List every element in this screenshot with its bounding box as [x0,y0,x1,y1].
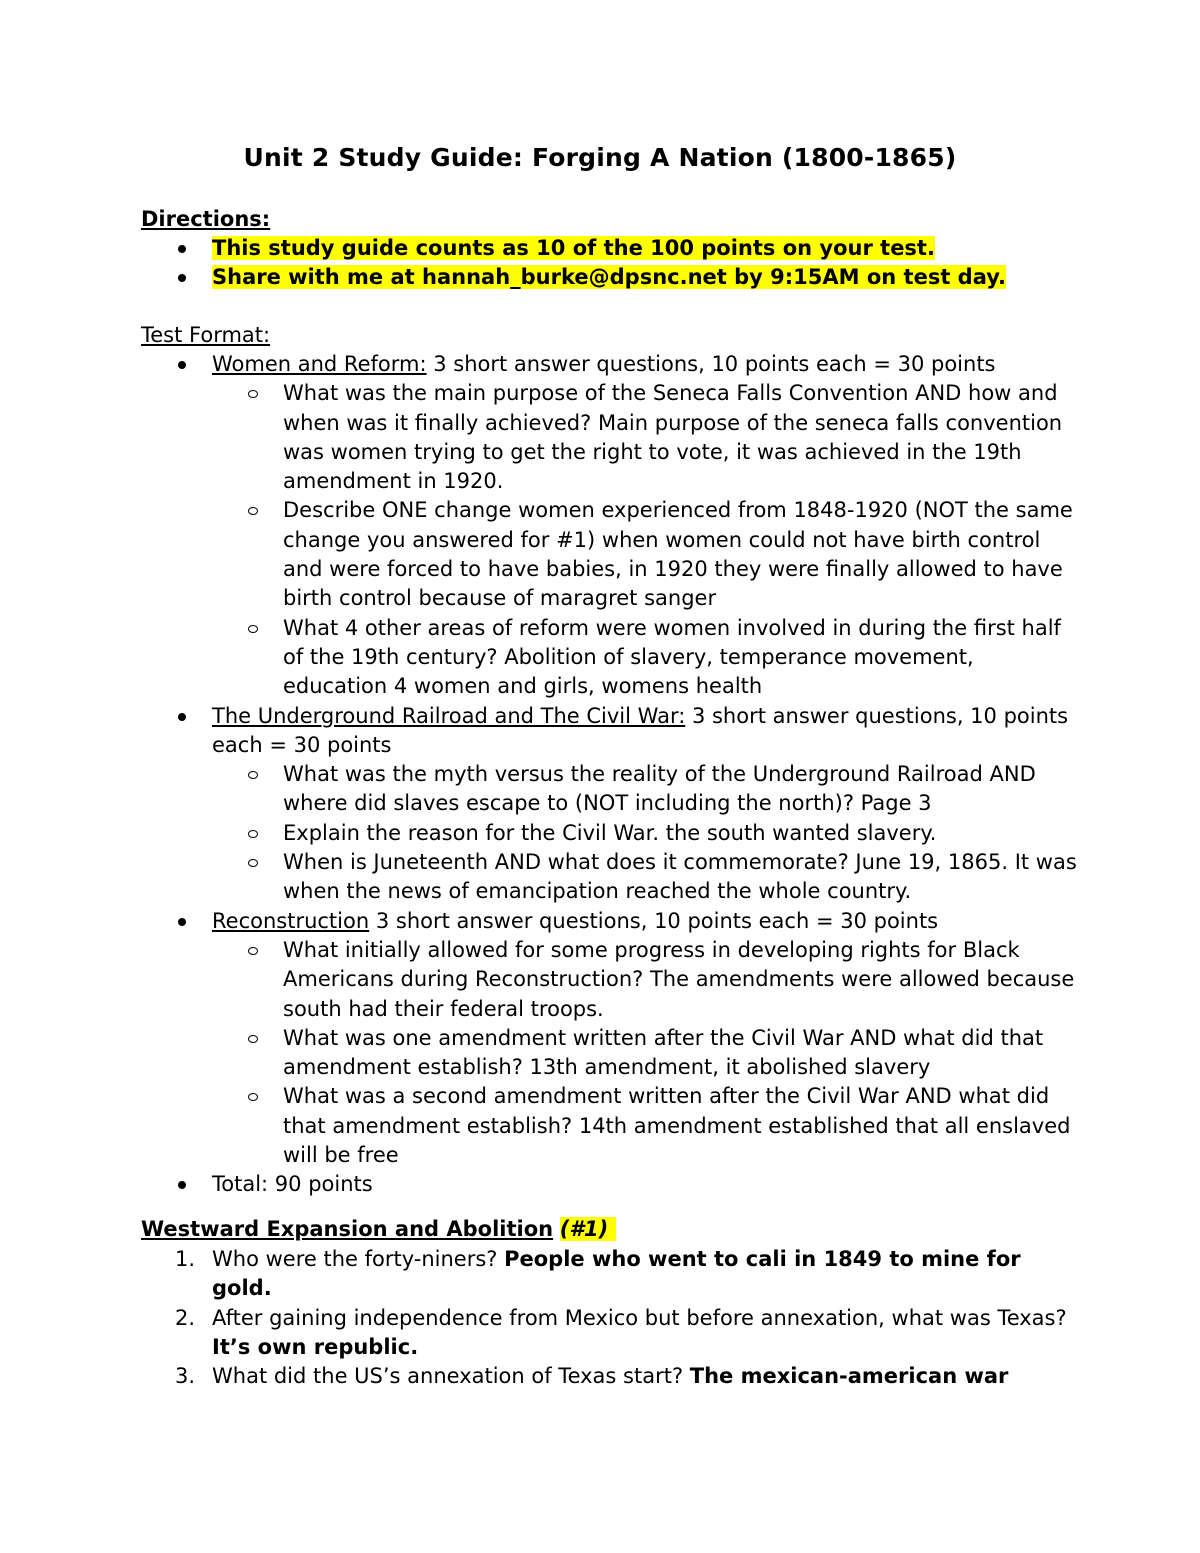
question-text: Who were the forty-niners? [212,1247,505,1271]
list-item [141,702,1081,761]
list-item [141,1245,1081,1304]
sub-bullet-icon [248,830,258,838]
section-desc: 3 short answer questions, 10 points each = 30 points [369,908,939,933]
westward-list [141,1245,1081,1391]
list-item [141,1170,1081,1199]
question-text: What was the main purpose of the Seneca Falls Convention AND how and when was it finally achieved? Main purpose of the seneca falls convention was women trying to get the right to vote, it was achieved in the 19th amendment in 1920. [283,381,1063,494]
list-item [141,907,1081,936]
directions-item-2: Share with me at hannah_burke@dpsnc.net by 9:15AM on test day. [212,265,1006,290]
list-item [141,379,1081,496]
total-points: Total: 90 points [212,1172,373,1197]
list-item [141,1024,1081,1083]
question-text: Describe ONE change women experienced from 1848-1920 (NOT the same change you answered for #1) when women could not have birth control and were forced to have babies, in 1920 they were finally allowed to have birth control because of maragret sanger [283,498,1073,611]
question-text: What was one amendment written after the Civil War AND what did that amendment establish? 13th amendment, it abolished slavery [283,1025,1044,1080]
westward-tag [560,1217,616,1241]
question-text: What 4 other areas of reform were women involved in during the first half of the 19th century? Abolition of slavery, temperance movement, education 4 women and girls, womens health [283,615,1061,699]
test-format-list [141,350,1081,1200]
section-label: The Underground Railroad and The Civil War: [212,703,686,728]
question-text: What was the myth versus the reality of the Underground Railroad AND where did slaves escape to (NOT including the north)? Page 3 [283,762,1036,816]
list-item [141,819,1081,848]
question-text: What was a second amendment written after the Civil War AND what did that amendment establish? 14th amendment established that all enslaved will be free [283,1084,1071,1168]
bullet-icon [178,713,186,721]
directions-heading: Directions: [141,207,271,231]
list-item [141,614,1081,702]
sub-bullet-icon [248,1093,258,1101]
question-text: Explain the reason for the Civil War. the south wanted slavery. [283,820,937,845]
question-text: When is Juneteenth AND what does it commemorate? June 19, 1865. It was when the news of emancipation reached the whole country. [283,850,1077,904]
list-item [141,234,1081,263]
answer-text: It’s own republic. [212,1334,419,1359]
item-number: 2. [175,1305,196,1330]
answer-text: People who went to cali in 1849 to mine for gold. [212,1247,1021,1301]
item-number: 1. [175,1247,196,1271]
sub-bullet-icon [248,859,258,867]
westward-heading-row [141,1215,616,1244]
list-item [141,1362,1081,1391]
directions-list [141,234,1081,293]
sub-bullet-icon [248,390,258,398]
list-item [141,263,1081,292]
bullet-icon [178,274,186,282]
bullet-icon [178,1181,186,1189]
bullet-icon [178,918,186,926]
sub-bullet-icon [248,625,258,633]
sub-bullet-icon [248,507,258,515]
westward-tag-text: (#1) [559,1217,609,1241]
sub-bullet-icon [248,771,258,779]
list-item [141,760,1081,819]
item-number: 3. [175,1364,196,1389]
section-label: Reconstruction [212,908,370,933]
section-desc: 3 short answer questions, 10 points each = 30 points [426,352,996,376]
page-title: Unit 2 Study Guide: Forging A Nation (1800-1865) [243,143,957,172]
section-label: Women and Reform: [212,352,427,376]
directions-item-1: This study guide counts as 10 of the 100 points on your test. [212,236,935,260]
question-text: After gaining independence from Mexico but before annexation, what was Texas? [212,1305,1067,1330]
list-item [141,350,1081,379]
test-format-heading: Test Format: [141,323,271,347]
list-item [141,1082,1081,1170]
list-item [141,848,1081,907]
sub-bullet-icon [248,1035,258,1043]
bullet-icon [178,245,186,253]
list-item [141,936,1081,1024]
list-item [141,496,1081,613]
westward-heading: Westward Expansion and Abolition [141,1217,554,1241]
sub-bullet-icon [248,947,258,955]
question-text: What initially allowed for some progress in developing rights for Black Americans during Reconstruction? The amendments were allowed because south had their federal troops. [283,937,1075,1021]
answer-text: The mexican-american war [689,1364,1009,1389]
list-item [141,1304,1081,1363]
bullet-icon [178,361,186,369]
section-desc: 3 short answer questions, 10 points each = 30 points [212,703,1069,757]
question-text: What did the US’s annexation of Texas start? [212,1364,690,1389]
